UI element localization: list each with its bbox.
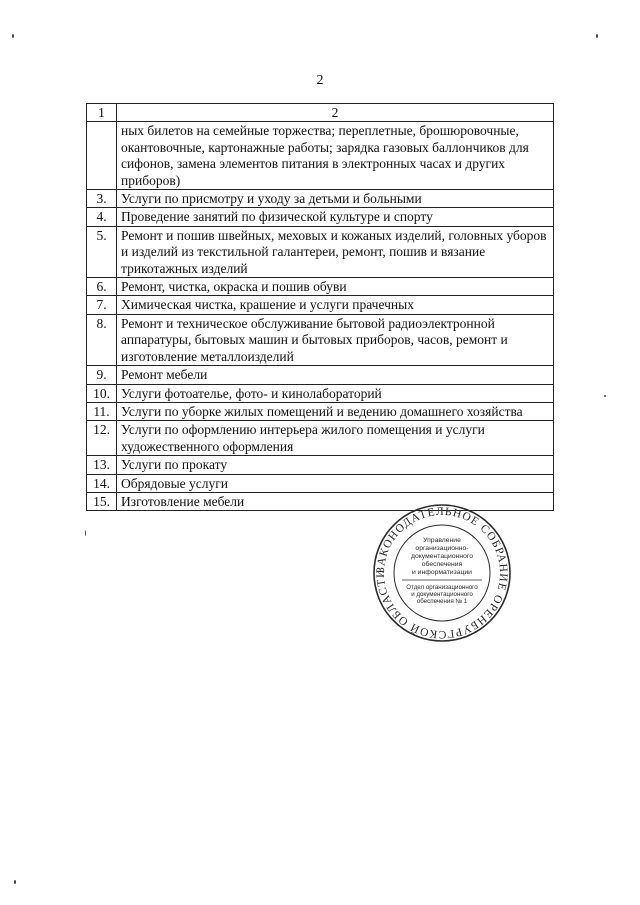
row-number: 7.	[87, 296, 117, 314]
stamp-inner-line: обеспечения	[421, 561, 463, 568]
row-number: 3.	[87, 190, 117, 208]
table-row	[87, 421, 554, 456]
scan-speck	[604, 395, 606, 397]
row-description: Услуги по оформлению интерьера жилого помещения и услуги художественного оформления	[117, 421, 554, 456]
table-row	[87, 456, 554, 474]
row-description: Услуги по присмотру и уходу за детьми и больными	[117, 190, 554, 208]
table-row	[87, 190, 554, 208]
row-number: 5.	[87, 226, 117, 277]
row-number: 10.	[87, 384, 117, 402]
header-col-description: 2	[117, 104, 554, 122]
stamp-inner-line: организационно-	[415, 545, 469, 552]
stamp-lower-line: обеспечения № 1	[416, 598, 468, 605]
table-row	[87, 208, 554, 226]
row-number: 14.	[87, 474, 117, 492]
row-description: Услуги фотоателье, фото- и кинолабораторий	[117, 384, 554, 402]
stamp-inner-line: документационного	[410, 553, 474, 560]
table-row	[87, 122, 554, 190]
row-description: Химическая чистка, крашение и услуги прачечных	[117, 296, 554, 314]
stamp-inner-line: и информатизации	[412, 569, 472, 576]
scan-speck	[12, 34, 14, 38]
official-stamp	[372, 503, 512, 643]
row-description: Обрядовые услуги	[117, 474, 554, 492]
row-number: 8.	[87, 314, 117, 365]
services-table	[86, 103, 554, 511]
stamp-lower-line: и документационного	[411, 591, 473, 598]
table-row	[87, 474, 554, 492]
row-description: Ремонт и техническое обслуживание бытовой радиоэлектронной аппаратуры, бытовых машин и бытовых приборов, часов, ремонт и изготовление металлоизделий	[117, 314, 554, 365]
row-description: Услуги по прокату	[117, 456, 554, 474]
row-description: ных билетов на семейные торжества; переплетные, брошюровочные, окантовочные, картонажные работы; зарядка газовых баллончиков для сифонов, замена элементов питания в электронных часах и других приборов)	[117, 122, 554, 190]
row-number: 11.	[87, 402, 117, 420]
table-row	[87, 296, 554, 314]
stamp-inner-line: Управление	[423, 537, 461, 544]
row-description: Ремонт и пошив швейных, меховых и кожаных изделий, головных уборов и изделий из текстильной галантереи, ремонт, пошив и вязание трикотажных изделий	[117, 226, 554, 277]
scan-speck	[14, 880, 16, 884]
row-number: 13.	[87, 456, 117, 474]
row-description: Изготовление мебели	[117, 492, 554, 510]
scan-speck	[85, 530, 86, 536]
row-number: 15.	[87, 492, 117, 510]
row-number: 9.	[87, 366, 117, 384]
row-description: Ремонт, чистка, окраска и пошив обуви	[117, 278, 554, 296]
row-number	[87, 122, 117, 190]
table-row	[87, 366, 554, 384]
page-number: 2	[316, 73, 324, 88]
table-header-row	[87, 104, 554, 122]
row-description: Услуги по уборке жилых помещений и ведению домашнего хозяйства	[117, 402, 554, 420]
table-row	[87, 402, 554, 420]
stamp-outer-text: ЗАКОНОДАТЕЛЬНОЕ СОБРАНИЕ ОРЕНБУРГСКОЙ ОБЛАСТИ	[374, 505, 510, 641]
table-row	[87, 226, 554, 277]
row-description: Проведение занятий по физической культуре и спорту	[117, 208, 554, 226]
header-col-number: 1	[87, 104, 117, 122]
row-description: Ремонт мебели	[117, 366, 554, 384]
row-number: 6.	[87, 278, 117, 296]
stamp-lower-line: Отдел организационного	[406, 584, 478, 591]
row-number: 12.	[87, 421, 117, 456]
table-row	[87, 384, 554, 402]
row-number: 4.	[87, 208, 117, 226]
scan-speck	[596, 34, 598, 38]
table-row	[87, 314, 554, 365]
table-row	[87, 278, 554, 296]
